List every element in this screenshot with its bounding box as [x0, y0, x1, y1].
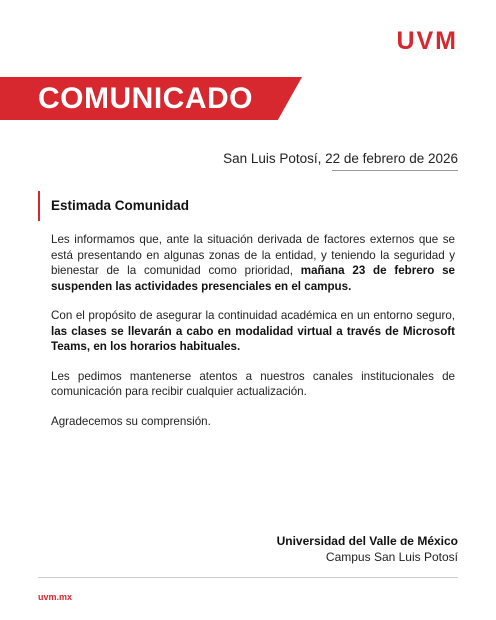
paragraph-3: Les pedimos mantenerse atentos a nuestros canales institucionales de comunicación para recibir cualquier actualización.	[51, 369, 455, 398]
accent-bar	[38, 191, 40, 221]
document-date: San Luis Potosí, 22 de febrero de 2026	[223, 151, 458, 166]
body-text	[51, 232, 455, 443]
date-underline	[332, 170, 458, 171]
signature-organization: Universidad del Valle de México	[276, 534, 458, 548]
signature	[277, 533, 458, 565]
uvm-logo: UVM	[396, 27, 458, 55]
greeting: Estimada Comunidad	[51, 198, 190, 213]
paragraph-4: Agradecemos su comprensión.	[51, 414, 211, 428]
banner-title: COMUNICADO	[38, 82, 253, 115]
signature-campus: Campus San Luis Potosí	[325, 550, 458, 564]
paragraph-2: Con el propósito de asegurar la continuidad académica en un entorno seguro, las clases se llevarán a cabo en modalidad virtual a través de Microsoft Teams, en los horarios habituales.	[51, 309, 455, 353]
footer-url[interactable]: uvm.mx	[38, 592, 73, 602]
footer-divider	[38, 577, 458, 578]
paragraph-1: Les informamos que, ante la situación derivada de factores externos que se está presentando en algunas zonas de la entidad, y teniendo la seguridad y bienestar de la comunidad como prioridad, mañana 23 de febrero se suspenden las actividades presenciales en el campus.	[51, 233, 456, 293]
